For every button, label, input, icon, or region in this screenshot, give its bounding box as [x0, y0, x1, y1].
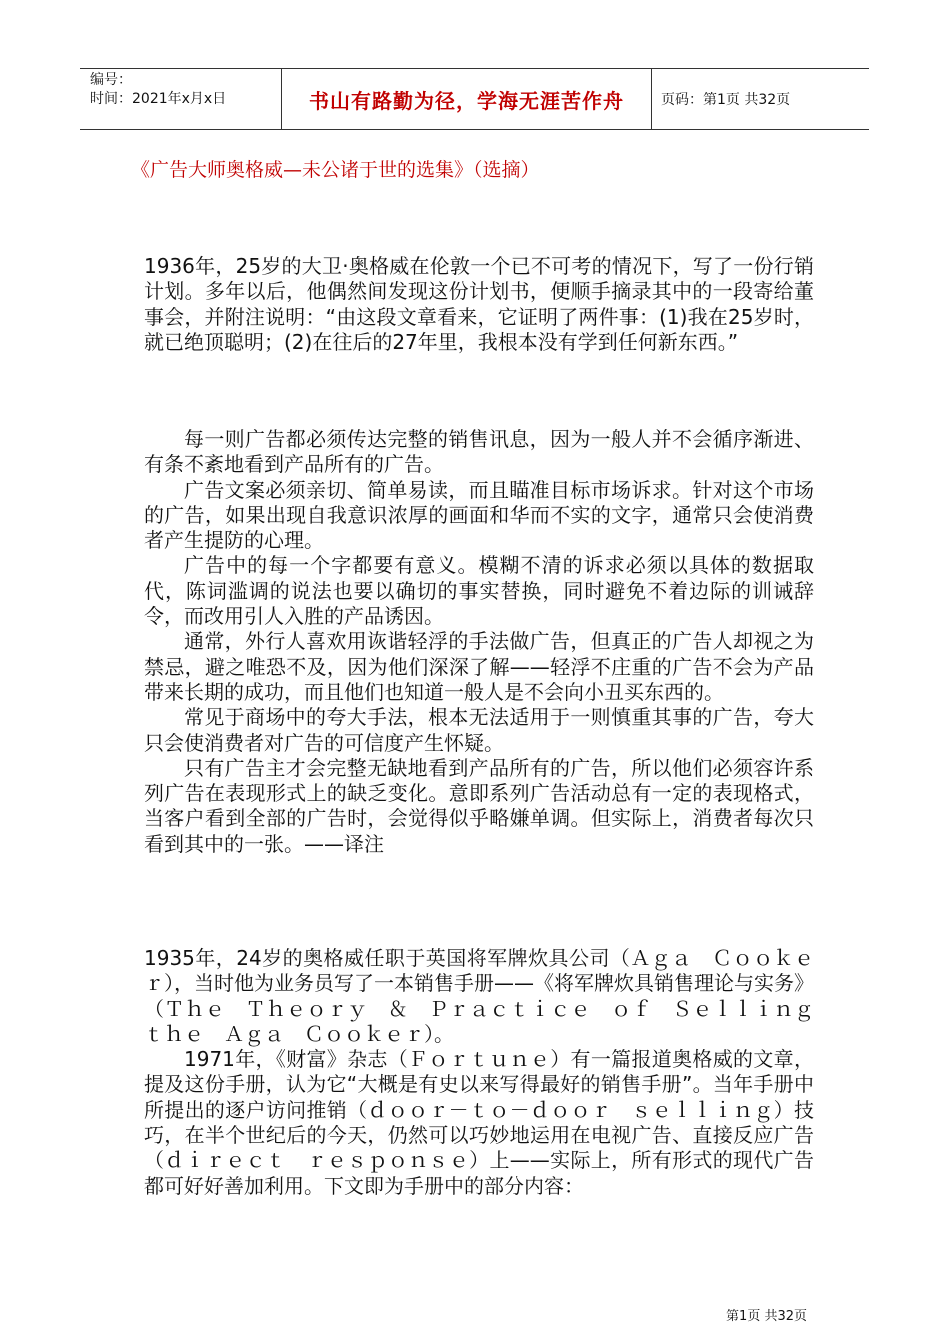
- number-label: 编号：: [90, 72, 132, 88]
- header-motto-cell: [282, 69, 652, 129]
- header-page-info: 页码：第1页 共32页: [661, 92, 791, 108]
- paragraph: 1971年，《财富》杂志（Ｆｏｒｔｕｎｅ）有一篇报道奥格威的文章，提及这份手册，认为它“大概是有史以来写得最好的销售手册”。当年手册中所提出的逐户访问推销（ｄｏｏｒ－ｔｏ－ｄｏｏｒ ｓｅｌｌｉｎｇ）技巧，在半个世纪后的今天，仍然可以巧妙地运用在电视广告、直接反应广告（ｄｉｒｅｃｔ ｒｅｓｐｏｎｓｅ）上——实际上，所有形式的现代广告都可好好善加利用。下文即为手册中的部分内容：: [144, 1047, 814, 1198]
- document-title: 《广告大师奥格威—未公诸于世的选集》（选摘）: [131, 159, 540, 181]
- section-1: [144, 254, 814, 355]
- paragraph: 广告文案必须亲切、简单易读，而且瞄准目标市场诉求。针对这个市场的广告，如果出现自我意识浓厚的画面和华而不实的文字，通常只会使消费者产生提防的心理。: [144, 477, 814, 553]
- paragraph: 通常，外行人喜欢用诙谐轻浮的手法做广告，但真正的广告人却视之为禁忌，避之唯恐不及，因为他们深深了解——轻浮不庄重的广告不会为产品带来长期的成功，而且他们也知道一般人是不会向小丑买东西的。: [144, 629, 814, 704]
- header-page-cell: [652, 69, 869, 129]
- header-motto: 书山有路勤为径，学海无涯苦作舟: [309, 88, 624, 113]
- time-label: 时间：2021年x月x日: [90, 91, 227, 107]
- paragraph: 广告中的每一个字都要有意义。模糊不清的诉求必须以具体的数据取代，陈词滥调的说法也要以确切的事实替换，同时避免不着边际的训诫辞令，而改用引人入胜的产品诱因。: [144, 553, 814, 629]
- paragraph: 只有广告主才会完整无缺地看到产品所有的广告，所以他们必须容许系列广告在表现形式上的缺乏变化。意即系列广告活动总有一定的表现格式，当客户看到全部的广告时，会觉得似乎略嫌单调。但实际上，消费者每次只看到其中的一张。——译注: [144, 755, 814, 856]
- paragraph: 1935年，24岁的奥格威任职于英国将军牌炊具公司（Ａｇａ Ｃｏｏｋｅｒ），当时他为业务员写了一本销售手册——《将军牌炊具销售理论与实务》（Ｔｈｅ Ｔｈｅｏｒｙ ＆ Ｐｒａｃｔｉｃｅ ｏｆ Ｓｅｌｌｉｎｇ ｔｈｅ Ａｇａ Ｃｏｏｋｅｒ）。: [144, 946, 834, 1046]
- section-2: [144, 427, 814, 857]
- page-header: [80, 68, 869, 130]
- paragraph: 常见于商场中的夸大手法，根本无法适用于一则慎重其事的广告，夸大只会使消费者对广告的可信度产生怀疑。: [144, 705, 814, 755]
- header-meta: [80, 69, 282, 129]
- page-footer: 第1页 共32页: [726, 1309, 807, 1324]
- paragraph: 1936年，25岁的大卫·奥格威在伦敦一个已不可考的情况下，写了一份行销计划。多年以后，他偶然间发现这份计划书，便顺手摘录其中的一段寄给董事会，并附注说明：“由这段文章看来，它证明了两件事：(1)我在25岁时，就已绝顶聪明；(2)在往后的27年里，我根本没有学到任何新东西。”: [144, 254, 814, 354]
- paragraph: 每一则广告都必须传达完整的销售讯息，因为一般人并不会循序渐进、有条不紊地看到产品所有的广告。: [144, 427, 814, 477]
- section-3: [144, 946, 834, 1199]
